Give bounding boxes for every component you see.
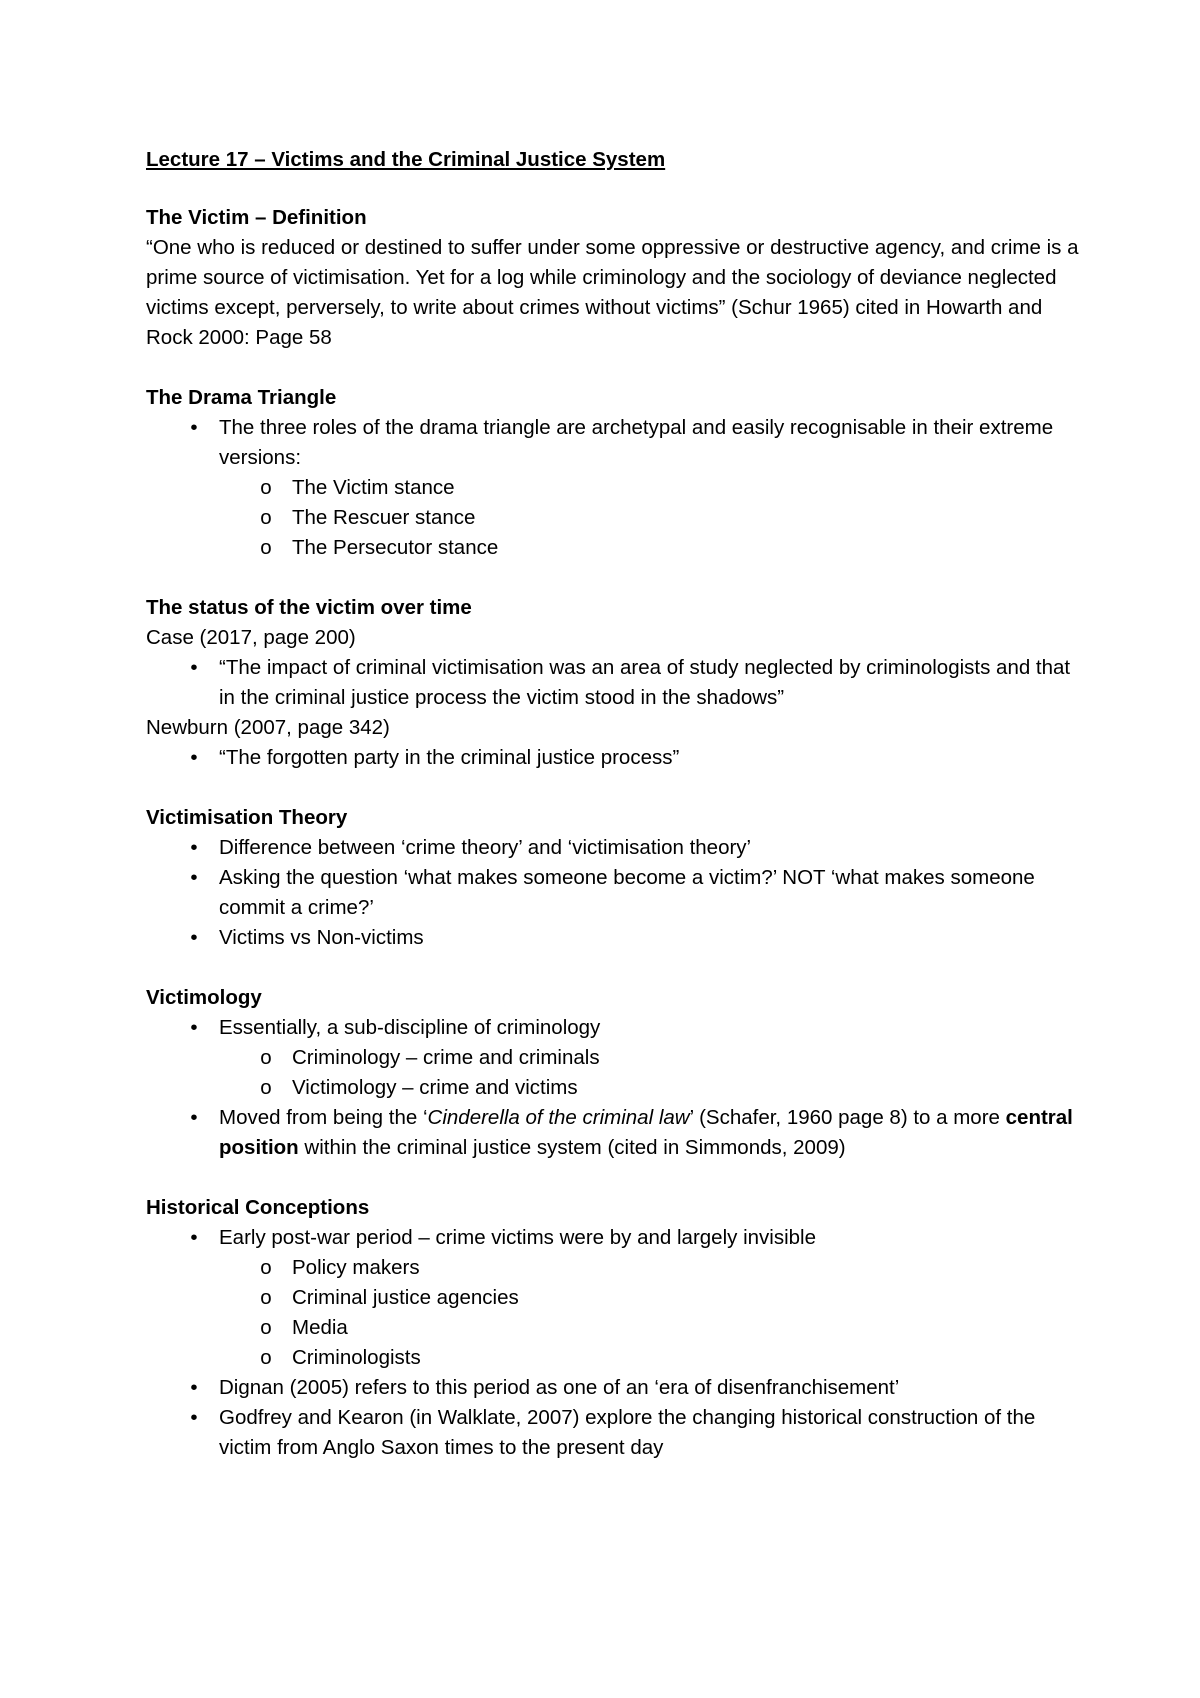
bullet-list [146,653,1080,713]
list-item [146,653,1080,713]
sub-item-text: The Victim stance [292,476,455,499]
sub-list-item [146,1283,1080,1313]
section-heading: The Drama Triangle [146,386,337,409]
list-item [146,833,1080,863]
section-historical-conceptions [146,1193,1080,1463]
circle-bullet-icon: o [260,1046,272,1069]
bullet-icon: • [190,656,198,679]
list-item [146,1103,1080,1163]
list-item-text: “The forgotten party in the criminal justice process” [219,746,680,769]
circle-bullet-icon: o [260,1256,272,1279]
bullet-list [146,1013,1080,1163]
sub-list-item [146,1313,1080,1343]
bullet-icon: • [190,416,198,439]
circle-bullet-icon: o [260,476,272,499]
list-item [146,1013,1080,1043]
bullet-icon: • [190,1106,198,1129]
list-item [146,863,1080,923]
sub-list-item [146,1043,1080,1073]
bullet-icon: • [190,746,198,769]
section-victimology [146,983,1080,1163]
circle-bullet-icon: o [260,1286,272,1309]
page-title: Lecture 17 – Victims and the Criminal Justice System [146,148,666,171]
bullet-icon: • [190,866,198,889]
bullet-list [146,743,1080,773]
list-item-text: Asking the question ‘what makes someone become a victim?’ NOT ‘what makes someone commit a crime?’ [219,866,1035,919]
citation-source: Case (2017, page 200) [146,626,356,649]
list-item-text [219,1106,1073,1159]
bullet-icon: • [190,836,198,859]
circle-bullet-icon: o [260,1316,272,1339]
sub-list-item [146,1253,1080,1283]
sub-item-text: Media [292,1316,348,1339]
section-heading: Victimology [146,986,262,1009]
list-item-text: The three roles of the drama triangle are archetypal and easily recognisable in their extreme versions: [219,416,1054,469]
section-drama-triangle [146,383,1080,563]
sub-item-text: Criminology – crime and criminals [292,1046,600,1069]
citation-source: Newburn (2007, page 342) [146,716,390,739]
section-heading: Historical Conceptions [146,1196,370,1219]
circle-bullet-icon: o [260,506,272,529]
italic-phrase: Cinderella of the criminal law [427,1106,690,1129]
list-item [146,1403,1080,1463]
sub-item-text: Victimology – crime and victims [292,1076,578,1099]
sub-item-text: The Rescuer stance [292,506,476,529]
bullet-list [146,413,1080,563]
sub-list-item [146,1343,1080,1373]
list-item-text: Victims vs Non-victims [219,926,424,949]
bullet-icon: • [190,1226,198,1249]
text-run: within the criminal justice system (cited in Simmonds, 2009) [298,1136,846,1159]
list-item-text: Difference between ‘crime theory’ and ‘victimisation theory’ [219,836,752,859]
section-victim-definition [146,203,1080,353]
bullet-icon: • [190,926,198,949]
section-heading: The status of the victim over time [146,596,472,619]
text-run: Moved from being the ‘ [219,1106,428,1129]
circle-bullet-icon: o [260,536,272,559]
circle-bullet-icon: o [260,1346,272,1369]
list-item-text: Essentially, a sub-discipline of criminology [219,1016,601,1039]
bullet-icon: • [190,1376,198,1399]
list-item [146,1373,1080,1403]
section-heading: The Victim – Definition [146,206,367,229]
sub-list-item [146,473,1080,503]
sub-item-text: Criminal justice agencies [292,1286,519,1309]
bullet-icon: • [190,1406,198,1429]
sub-item-text: Criminologists [292,1346,421,1369]
text-run: ’ (Schafer, 1960 page 8) to a more [689,1106,1006,1129]
sub-list-item [146,533,1080,563]
list-item [146,743,1080,773]
bullet-icon: • [190,1016,198,1039]
sub-list-item [146,1073,1080,1103]
list-item-text: Dignan (2005) refers to this period as one of an ‘era of disenfranchisement’ [219,1376,900,1399]
bullet-list [146,1223,1080,1463]
list-item [146,413,1080,473]
bullet-list [146,833,1080,953]
list-item-text: “The impact of criminal victimisation was an area of study neglected by criminologists and that in the criminal justice process the victim stood in the shadows” [219,656,1071,709]
list-item-text: Early post-war period – crime victims were by and largely invisible [219,1226,816,1249]
section-victimisation-theory [146,803,1080,953]
sub-list-item [146,503,1080,533]
sub-item-text: Policy makers [292,1256,420,1279]
sub-item-text: The Persecutor stance [292,536,499,559]
section-heading: Victimisation Theory [146,806,348,829]
definition-quote: “One who is reduced or destined to suffer under some oppressive or destructive agency, and crime is a prime source of victimisation. Yet for a log while criminology and the sociology of deviance neglected victims except, perversely, to write about crimes without victims” (Schur 1965) cited in Howarth and Rock 2000: Page 58 [146,236,1079,349]
list-item [146,923,1080,953]
bold-phrase: central position [219,1106,1073,1159]
list-item-text: Godfrey and Kearon (in Walklate, 2007) explore the changing historical construction of the victim from Anglo Saxon times to the present day [219,1406,1036,1459]
list-item [146,1223,1080,1253]
circle-bullet-icon: o [260,1076,272,1099]
section-victim-status [146,593,1080,773]
